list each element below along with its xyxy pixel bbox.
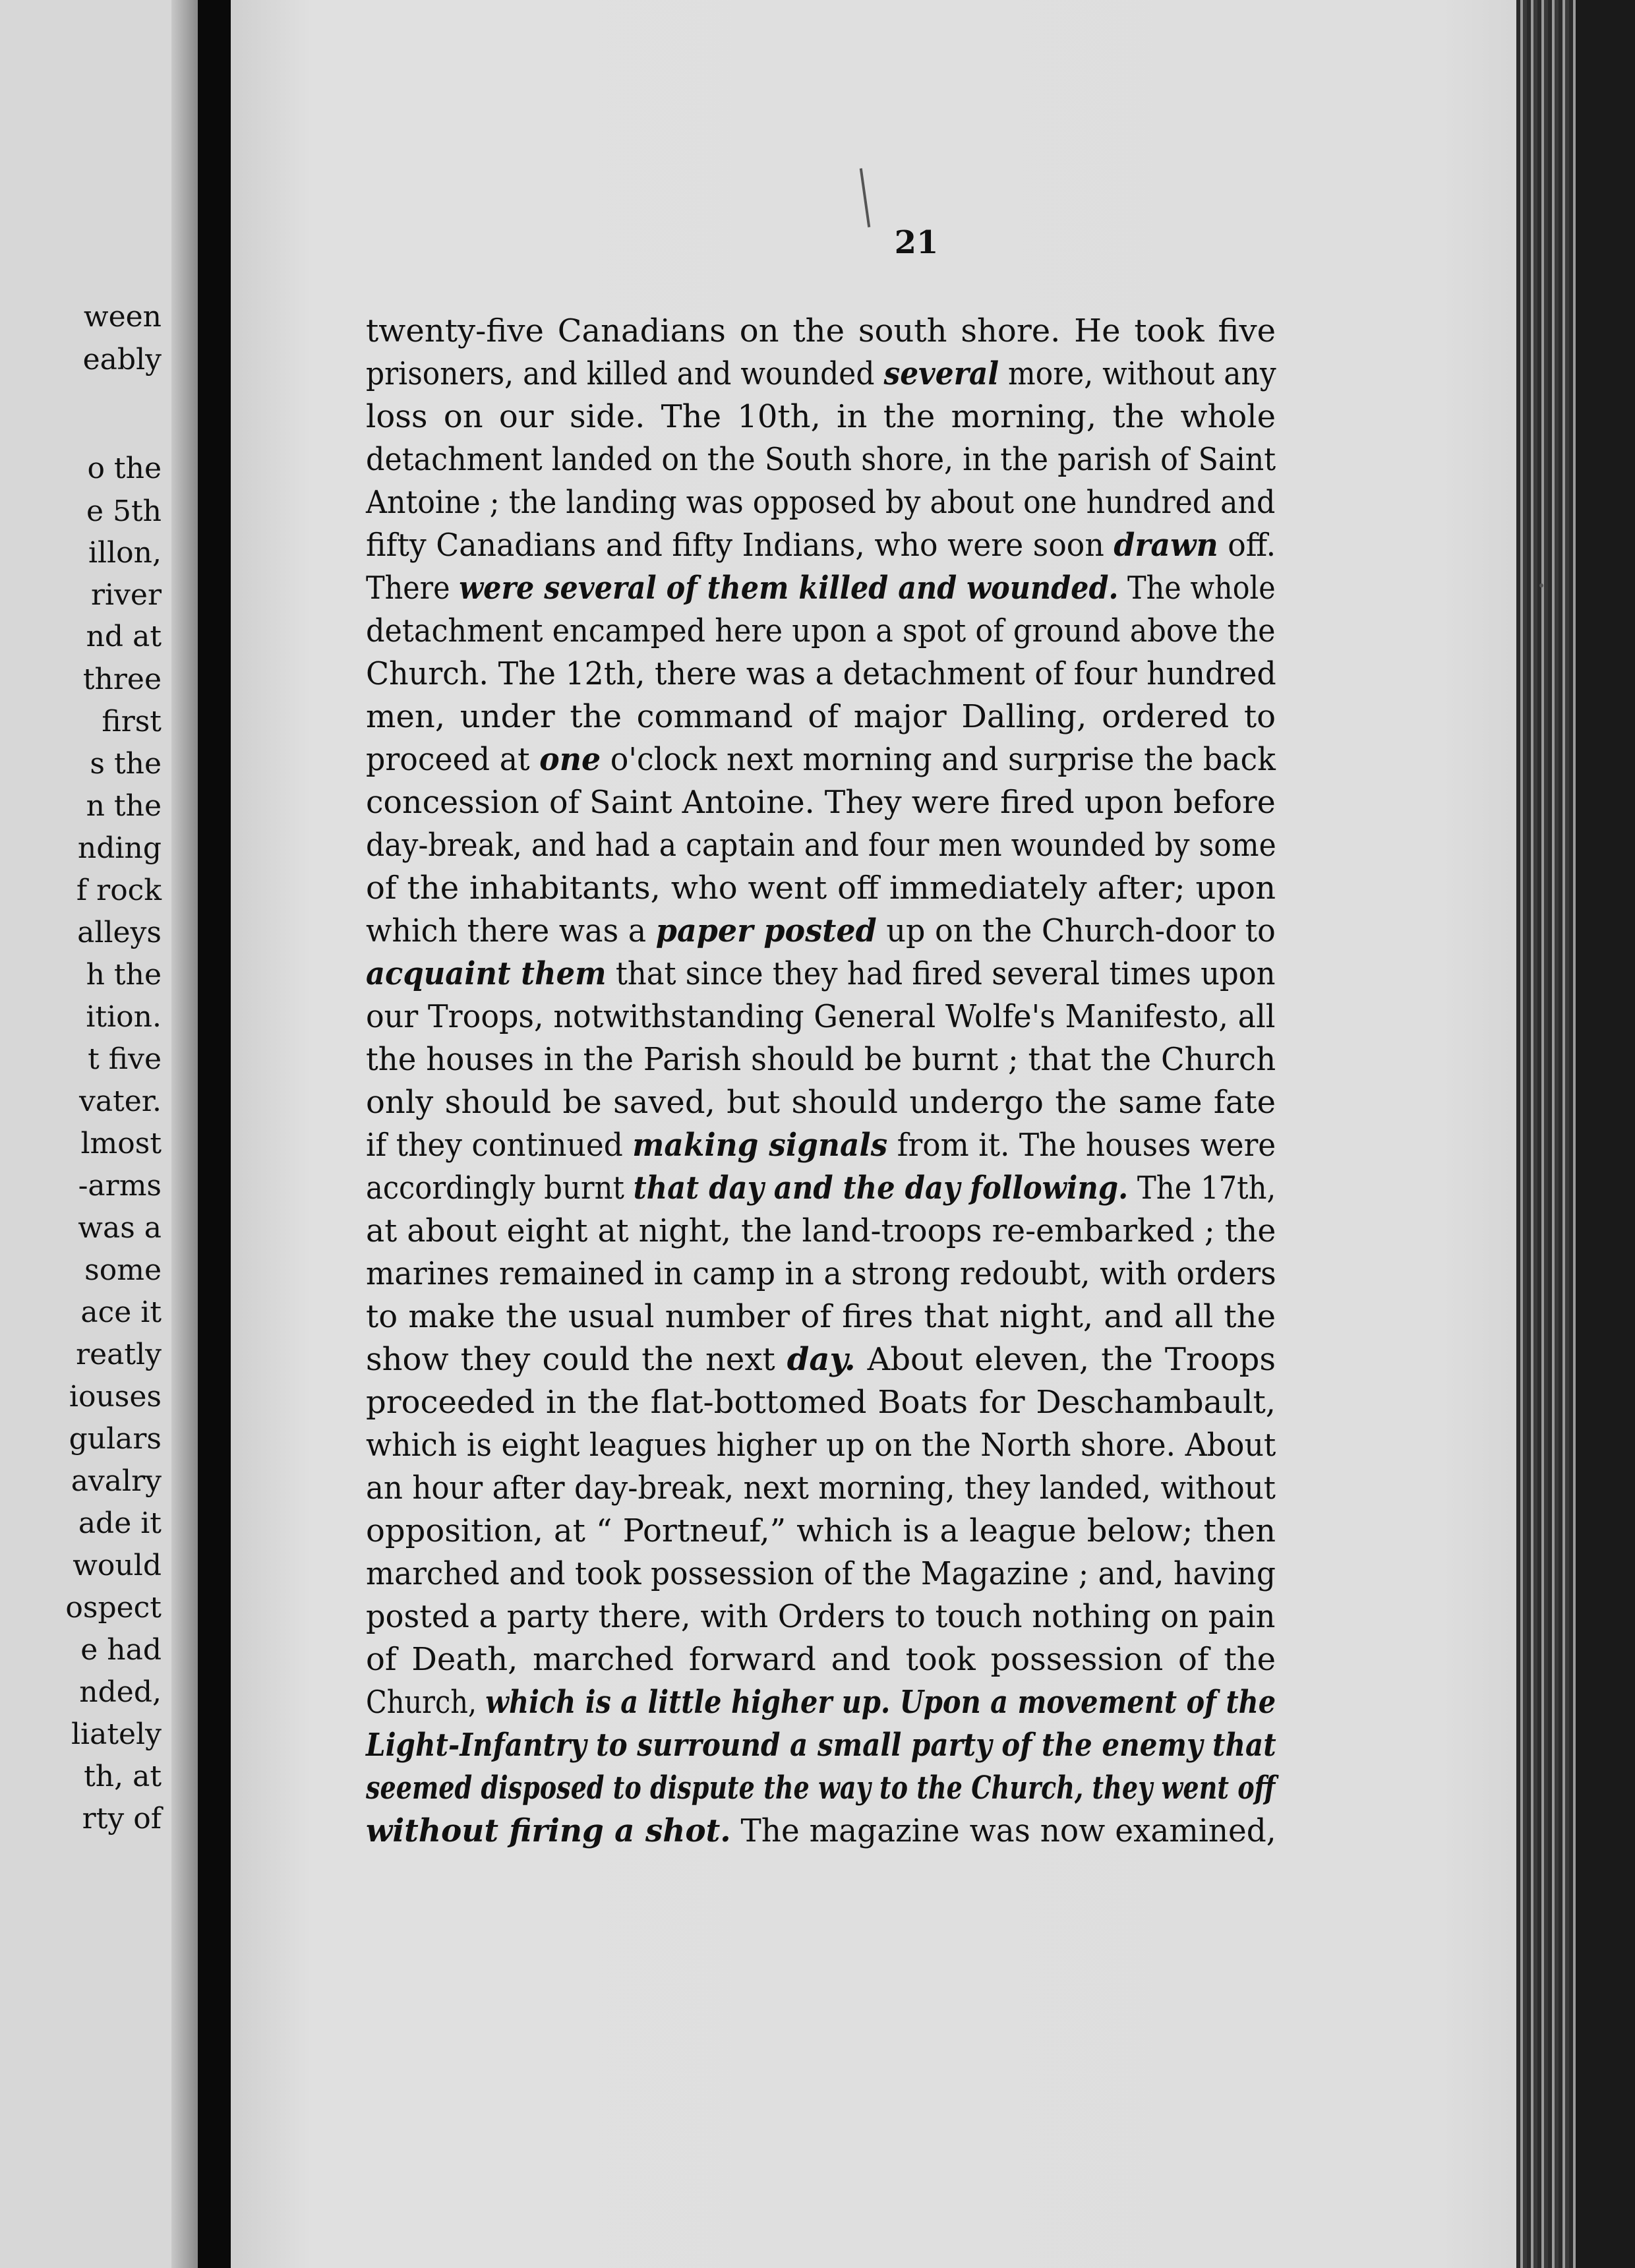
page-edge bbox=[1516, 0, 1576, 2268]
facing-page-line: o the bbox=[87, 452, 162, 485]
text-run: opposition, at “ Portneuf,” which is a league below; then bbox=[366, 1512, 1276, 1549]
facing-page-line: t five bbox=[88, 1042, 162, 1076]
text-run: The whole bbox=[1118, 570, 1276, 607]
text-line bbox=[366, 1810, 1276, 1853]
text-run: accordingly burnt bbox=[366, 1170, 634, 1207]
text-line bbox=[366, 310, 1276, 353]
facing-page-line: e had bbox=[80, 1633, 162, 1667]
text-run: detachment landed on the South shore, in the parish of Saint bbox=[366, 441, 1276, 478]
italic-run: several bbox=[883, 355, 999, 392]
facing-page-line: ition. bbox=[86, 1000, 162, 1034]
text-run: prisoners, and killed and wounded bbox=[366, 355, 884, 392]
text-run: off. bbox=[1218, 527, 1276, 564]
text-run: The 17th, bbox=[1128, 1170, 1276, 1207]
facing-page-line: e 5th bbox=[86, 494, 162, 528]
text-line bbox=[366, 1081, 1276, 1124]
text-line bbox=[366, 610, 1276, 653]
text-run: an hour after day-break, next morning, they landed, without bbox=[366, 1470, 1276, 1507]
text-run: if they continued bbox=[366, 1127, 633, 1164]
text-run: men, under the command of major Dalling, ordered to bbox=[366, 698, 1276, 735]
facing-page-line: nded, bbox=[79, 1675, 162, 1709]
text-run: loss on our side. The 10th, in the morning, the whole bbox=[366, 398, 1276, 435]
text-line bbox=[366, 996, 1276, 1038]
italic-run: without firing a shot. bbox=[366, 1812, 731, 1849]
facing-page-line: ace it bbox=[80, 1296, 162, 1329]
scan-scratch-mark bbox=[860, 168, 870, 227]
text-run: Church. The 12th, there was a detachment of four hundred bbox=[366, 655, 1276, 692]
text-line bbox=[366, 1724, 1276, 1767]
text-line bbox=[366, 1210, 1276, 1253]
italic-run: making signals bbox=[632, 1127, 888, 1164]
text-run: only should be saved, but should undergo the same fate bbox=[366, 1084, 1276, 1121]
text-run: The magazine was now examined, bbox=[730, 1812, 1276, 1849]
text-run: There bbox=[366, 570, 460, 607]
facing-page-line: river bbox=[90, 578, 162, 612]
facing-page-line: nding bbox=[77, 831, 162, 865]
facing-page-line: -arms bbox=[78, 1169, 162, 1203]
text-line bbox=[366, 1296, 1276, 1338]
text-line bbox=[366, 1467, 1276, 1510]
facing-page-fragment bbox=[0, 0, 198, 2268]
facing-page-line: illon, bbox=[88, 536, 162, 570]
text-run: posted a party there, with Orders to touch nothing on pain bbox=[366, 1598, 1276, 1635]
text-run: marines remained in camp in a strong redoubt, with orders bbox=[366, 1255, 1276, 1292]
text-run: fifty Canadians and fifty Indians, who were soon bbox=[366, 527, 1114, 564]
facing-page-line: rty of bbox=[82, 1802, 162, 1835]
text-line bbox=[366, 1510, 1276, 1553]
text-run: of Death, marched forward and took possession of the bbox=[366, 1641, 1276, 1678]
book-gutter bbox=[198, 0, 231, 2268]
text-run: from it. The houses were bbox=[887, 1127, 1276, 1164]
facing-page-line: f rock bbox=[76, 874, 162, 907]
text-line bbox=[366, 1338, 1276, 1381]
facing-page-line: alleys bbox=[77, 916, 162, 949]
facing-page-line: iouses bbox=[69, 1380, 162, 1414]
facing-page-line: would bbox=[73, 1549, 162, 1582]
italic-run: were several of them killed and wounded. bbox=[459, 570, 1119, 607]
italic-run: that day and the day following. bbox=[633, 1170, 1129, 1207]
text-run: the houses in the Parish should be burnt ; that the Church bbox=[366, 1041, 1276, 1078]
italic-run: day. bbox=[787, 1341, 856, 1378]
text-line bbox=[366, 1638, 1276, 1681]
text-line bbox=[366, 438, 1276, 481]
facing-page-line: gulars bbox=[69, 1422, 162, 1456]
italic-run: Light-Infantry to surround a small party of the enemy that bbox=[366, 1727, 1276, 1764]
page-body-text bbox=[366, 310, 1276, 1853]
italic-run: drawn bbox=[1114, 527, 1218, 564]
facing-page-line: was a bbox=[78, 1211, 162, 1245]
text-run: which there was a bbox=[366, 912, 656, 949]
text-run: up on the Church-door to bbox=[876, 912, 1276, 949]
text-line bbox=[366, 1767, 1275, 1810]
italic-run: seemed disposed to dispute the way to the Church, they went off bbox=[366, 1770, 1276, 1806]
text-line bbox=[366, 1124, 1276, 1167]
text-line bbox=[366, 867, 1276, 910]
text-line bbox=[366, 824, 1276, 867]
text-run: that since they had fired several times upon bbox=[606, 955, 1276, 992]
italic-run: paper posted bbox=[655, 912, 877, 949]
text-run: of the inhabitants, who went off immediately after; upon bbox=[366, 870, 1276, 907]
text-run: which is eight leagues higher up on the North shore. About bbox=[366, 1427, 1276, 1464]
text-run: our Troops, notwithstanding General Wolfe's Manifesto, all bbox=[366, 998, 1276, 1035]
facing-page-line: lmost bbox=[80, 1127, 162, 1160]
facing-page-line: three bbox=[82, 663, 162, 696]
text-line bbox=[366, 738, 1276, 781]
text-line bbox=[366, 481, 1275, 524]
facing-page-line: first bbox=[102, 705, 162, 738]
text-line bbox=[366, 1253, 1276, 1296]
text-line bbox=[366, 353, 1276, 396]
text-run: marched and took possession of the Magazine ; and, having bbox=[366, 1555, 1276, 1592]
facing-page-line: some bbox=[84, 1253, 162, 1287]
text-line bbox=[366, 1038, 1276, 1081]
italic-run: acquaint them bbox=[366, 955, 607, 992]
text-run: o'clock next morning and surprise the back bbox=[601, 741, 1276, 778]
facing-page-line: eably bbox=[82, 343, 162, 376]
facing-page-line: ween bbox=[83, 300, 162, 334]
text-run: more, without any bbox=[999, 355, 1276, 392]
text-line bbox=[366, 567, 1275, 610]
scan-dust-mark bbox=[1539, 583, 1543, 587]
italic-run: one bbox=[539, 741, 601, 778]
text-line bbox=[366, 781, 1276, 824]
text-line bbox=[366, 653, 1276, 696]
text-run: twenty-five Canadians on the south shore. He took five bbox=[366, 313, 1276, 349]
facing-page-line: avalry bbox=[71, 1464, 162, 1498]
facing-page-line: th, at bbox=[84, 1760, 162, 1793]
page-number: 21 bbox=[894, 224, 939, 261]
text-line bbox=[366, 396, 1276, 438]
page-gutter-shadow bbox=[171, 0, 198, 2268]
text-run: show they could the next bbox=[366, 1341, 787, 1378]
facing-page-line: nd at bbox=[86, 620, 162, 653]
facing-page-line: vater. bbox=[79, 1085, 162, 1118]
text-line bbox=[366, 1681, 1276, 1724]
text-line bbox=[366, 696, 1276, 738]
text-line bbox=[366, 1596, 1275, 1638]
text-run: at about eight at night, the land-troops re-embarked ; the bbox=[366, 1212, 1276, 1249]
text-run: day-break, and had a captain and four men wounded by some bbox=[366, 827, 1276, 864]
text-line bbox=[366, 524, 1276, 567]
text-run: proceeded in the flat-bottomed Boats for Deschambault, bbox=[366, 1384, 1276, 1421]
text-run: Antoine ; the landing was opposed by about one hundred and bbox=[366, 484, 1276, 521]
facing-page-line: h the bbox=[86, 958, 162, 992]
facing-page-line: reatly bbox=[76, 1338, 162, 1371]
text-line bbox=[366, 1381, 1276, 1424]
text-run: About eleven, the Troops bbox=[855, 1341, 1276, 1378]
text-line bbox=[366, 1553, 1276, 1596]
italic-run: which is a little higher up. Upon a movement of the bbox=[485, 1684, 1276, 1721]
text-run: proceed at bbox=[366, 741, 540, 778]
facing-page-line: liately bbox=[71, 1717, 162, 1751]
text-line bbox=[366, 953, 1276, 996]
text-line bbox=[366, 1167, 1276, 1210]
facing-page-line: s the bbox=[90, 747, 162, 781]
text-run: concession of Saint Antoine. They were fired upon before bbox=[366, 784, 1276, 821]
text-line bbox=[366, 910, 1276, 953]
facing-page-line: n the bbox=[86, 789, 162, 823]
text-run: detachment encamped here upon a spot of ground above the bbox=[366, 612, 1276, 649]
text-run: to make the usual number of fires that night, and all the bbox=[366, 1298, 1276, 1335]
facing-page-line: ade it bbox=[78, 1507, 162, 1540]
text-run: Church, bbox=[366, 1684, 486, 1721]
text-line bbox=[366, 1424, 1276, 1467]
facing-page-line: ospect bbox=[65, 1591, 162, 1625]
